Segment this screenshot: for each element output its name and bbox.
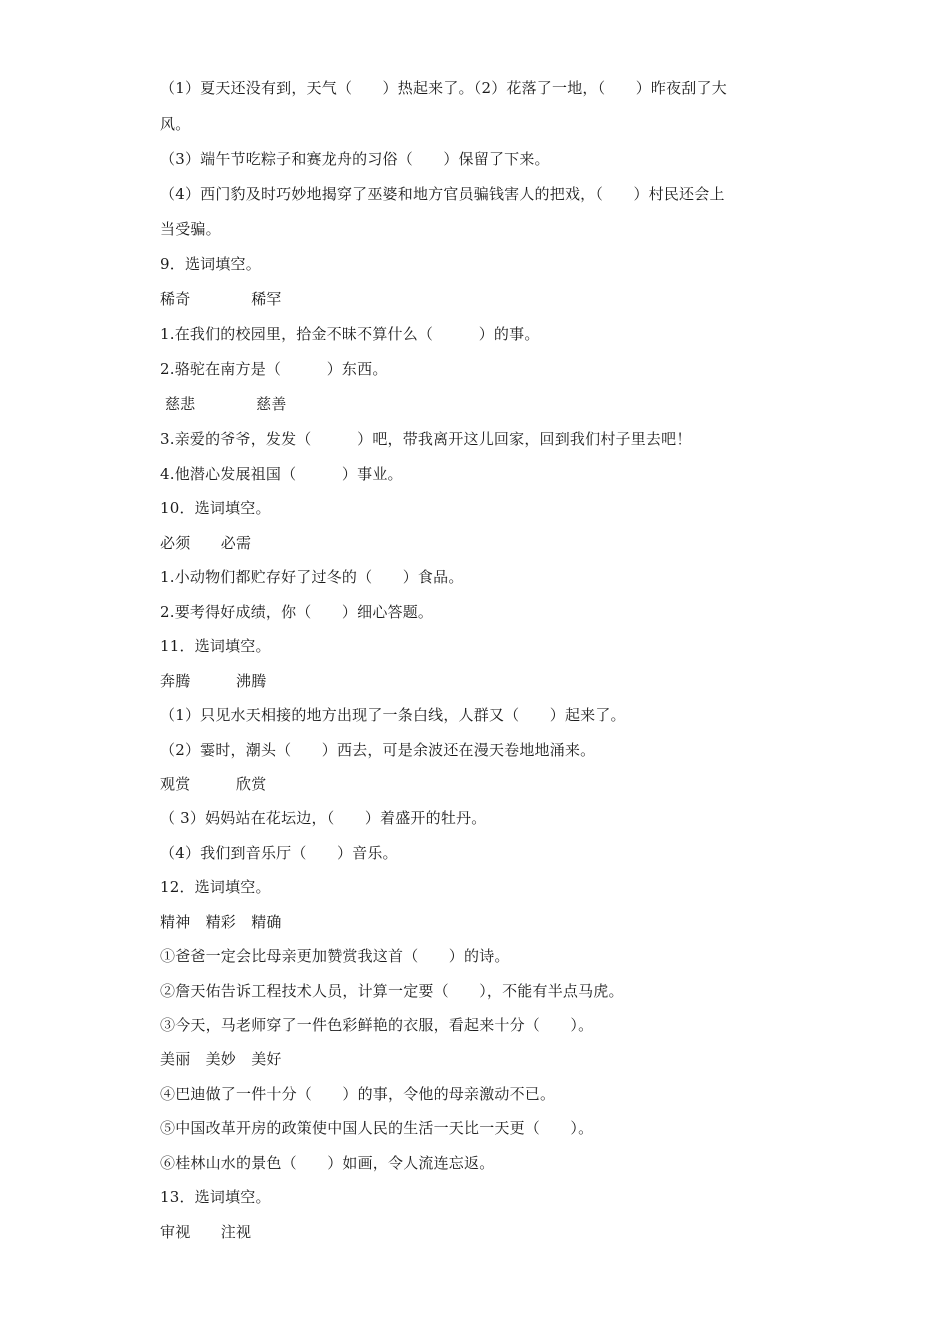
word-choices-q9a: 稀奇 稀罕	[160, 290, 282, 308]
heading-q12: 12．选词填空。	[160, 878, 271, 896]
line-q12-4: ④巴迪做了一件十分（ ）的事，令他的母亲激动不已。	[160, 1085, 556, 1103]
word-choices-q9b: 慈悲 慈善	[160, 395, 287, 413]
line-q11-1: （1）只见水天相接的地方出现了一条白线，人群又（ ）起来了。	[160, 706, 626, 724]
line-q12-6: ⑥桂林山水的景色（ ）如画，令人流连忘返。	[160, 1154, 495, 1172]
heading-q10: 10．选词填空。	[160, 499, 271, 517]
heading-q11: 11．选词填空。	[160, 637, 271, 655]
line-q8-4-cont: 当受骗。	[160, 220, 221, 238]
line-q10-2: 2.要考得好成绩，你（ ）细心答题。	[160, 603, 434, 621]
line-q12-1: ①爸爸一定会比母亲更加赞赏我这首（ ）的诗。	[160, 947, 510, 965]
word-choices-q10: 必须 必需	[160, 534, 252, 552]
line-q9-3: 3.亲爱的爷爷，发发（ ）吧，带我离开这儿回家，回到我们村子里去吧！	[160, 430, 692, 448]
line-q8-2-cont: 风。	[160, 115, 191, 133]
line-q12-5: ⑤中国改革开房的政策使中国人民的生活一天比一天更（ ）。	[160, 1119, 594, 1137]
word-choices-q12a: 精神 精彩 精确	[160, 913, 282, 931]
line-q9-1: 1.在我们的校园里，拾金不昧不算什么（ ）的事。	[160, 325, 540, 343]
line-q9-2: 2.骆驼在南方是（ ）东西。	[160, 360, 388, 378]
line-q9-4: 4.他潜心发展祖国（ ）事业。	[160, 465, 403, 483]
line-q10-1: 1.小动物们都贮存好了过冬的（ ）食品。	[160, 568, 464, 586]
line-q8-3: （3）端午节吃粽子和赛龙舟的习俗（ ）保留了下来。	[160, 150, 550, 168]
word-choices-q11a: 奔腾 沸腾	[160, 672, 267, 690]
word-choices-q11b: 观赏 欣赏	[160, 775, 267, 793]
word-choices-q13: 审视 注视	[160, 1223, 252, 1241]
line-q11-3: （ 3）妈妈站在花坛边，（ ）着盛开的牡丹。	[160, 809, 487, 827]
line-q12-3: ③今天，马老师穿了一件色彩鲜艳的衣服，看起来十分（ ）。	[160, 1016, 594, 1034]
heading-q9: 9．选词填空。	[160, 255, 261, 273]
heading-q13: 13．选词填空。	[160, 1188, 271, 1206]
line-q11-2: （2）霎时，潮头（ ）西去，可是余波还在漫天卷地地涌来。	[160, 741, 596, 759]
line-q11-4: （4）我们到音乐厅（ ）音乐。	[160, 844, 398, 862]
word-choices-q12b: 美丽 美妙 美好	[160, 1050, 282, 1068]
line-q8-1-2: （1）夏天还没有到，天气（ ）热起来了。（2）花落了一地，（ ）昨夜刮了大	[160, 79, 727, 97]
line-q8-4: （4）西门豹及时巧妙地揭穿了巫婆和地方官员骗钱害人的把戏，（ ）村民还会上	[160, 185, 725, 203]
line-q12-2: ②詹天佑告诉工程技术人员，计算一定要（ ），不能有半点马虎。	[160, 982, 624, 1000]
